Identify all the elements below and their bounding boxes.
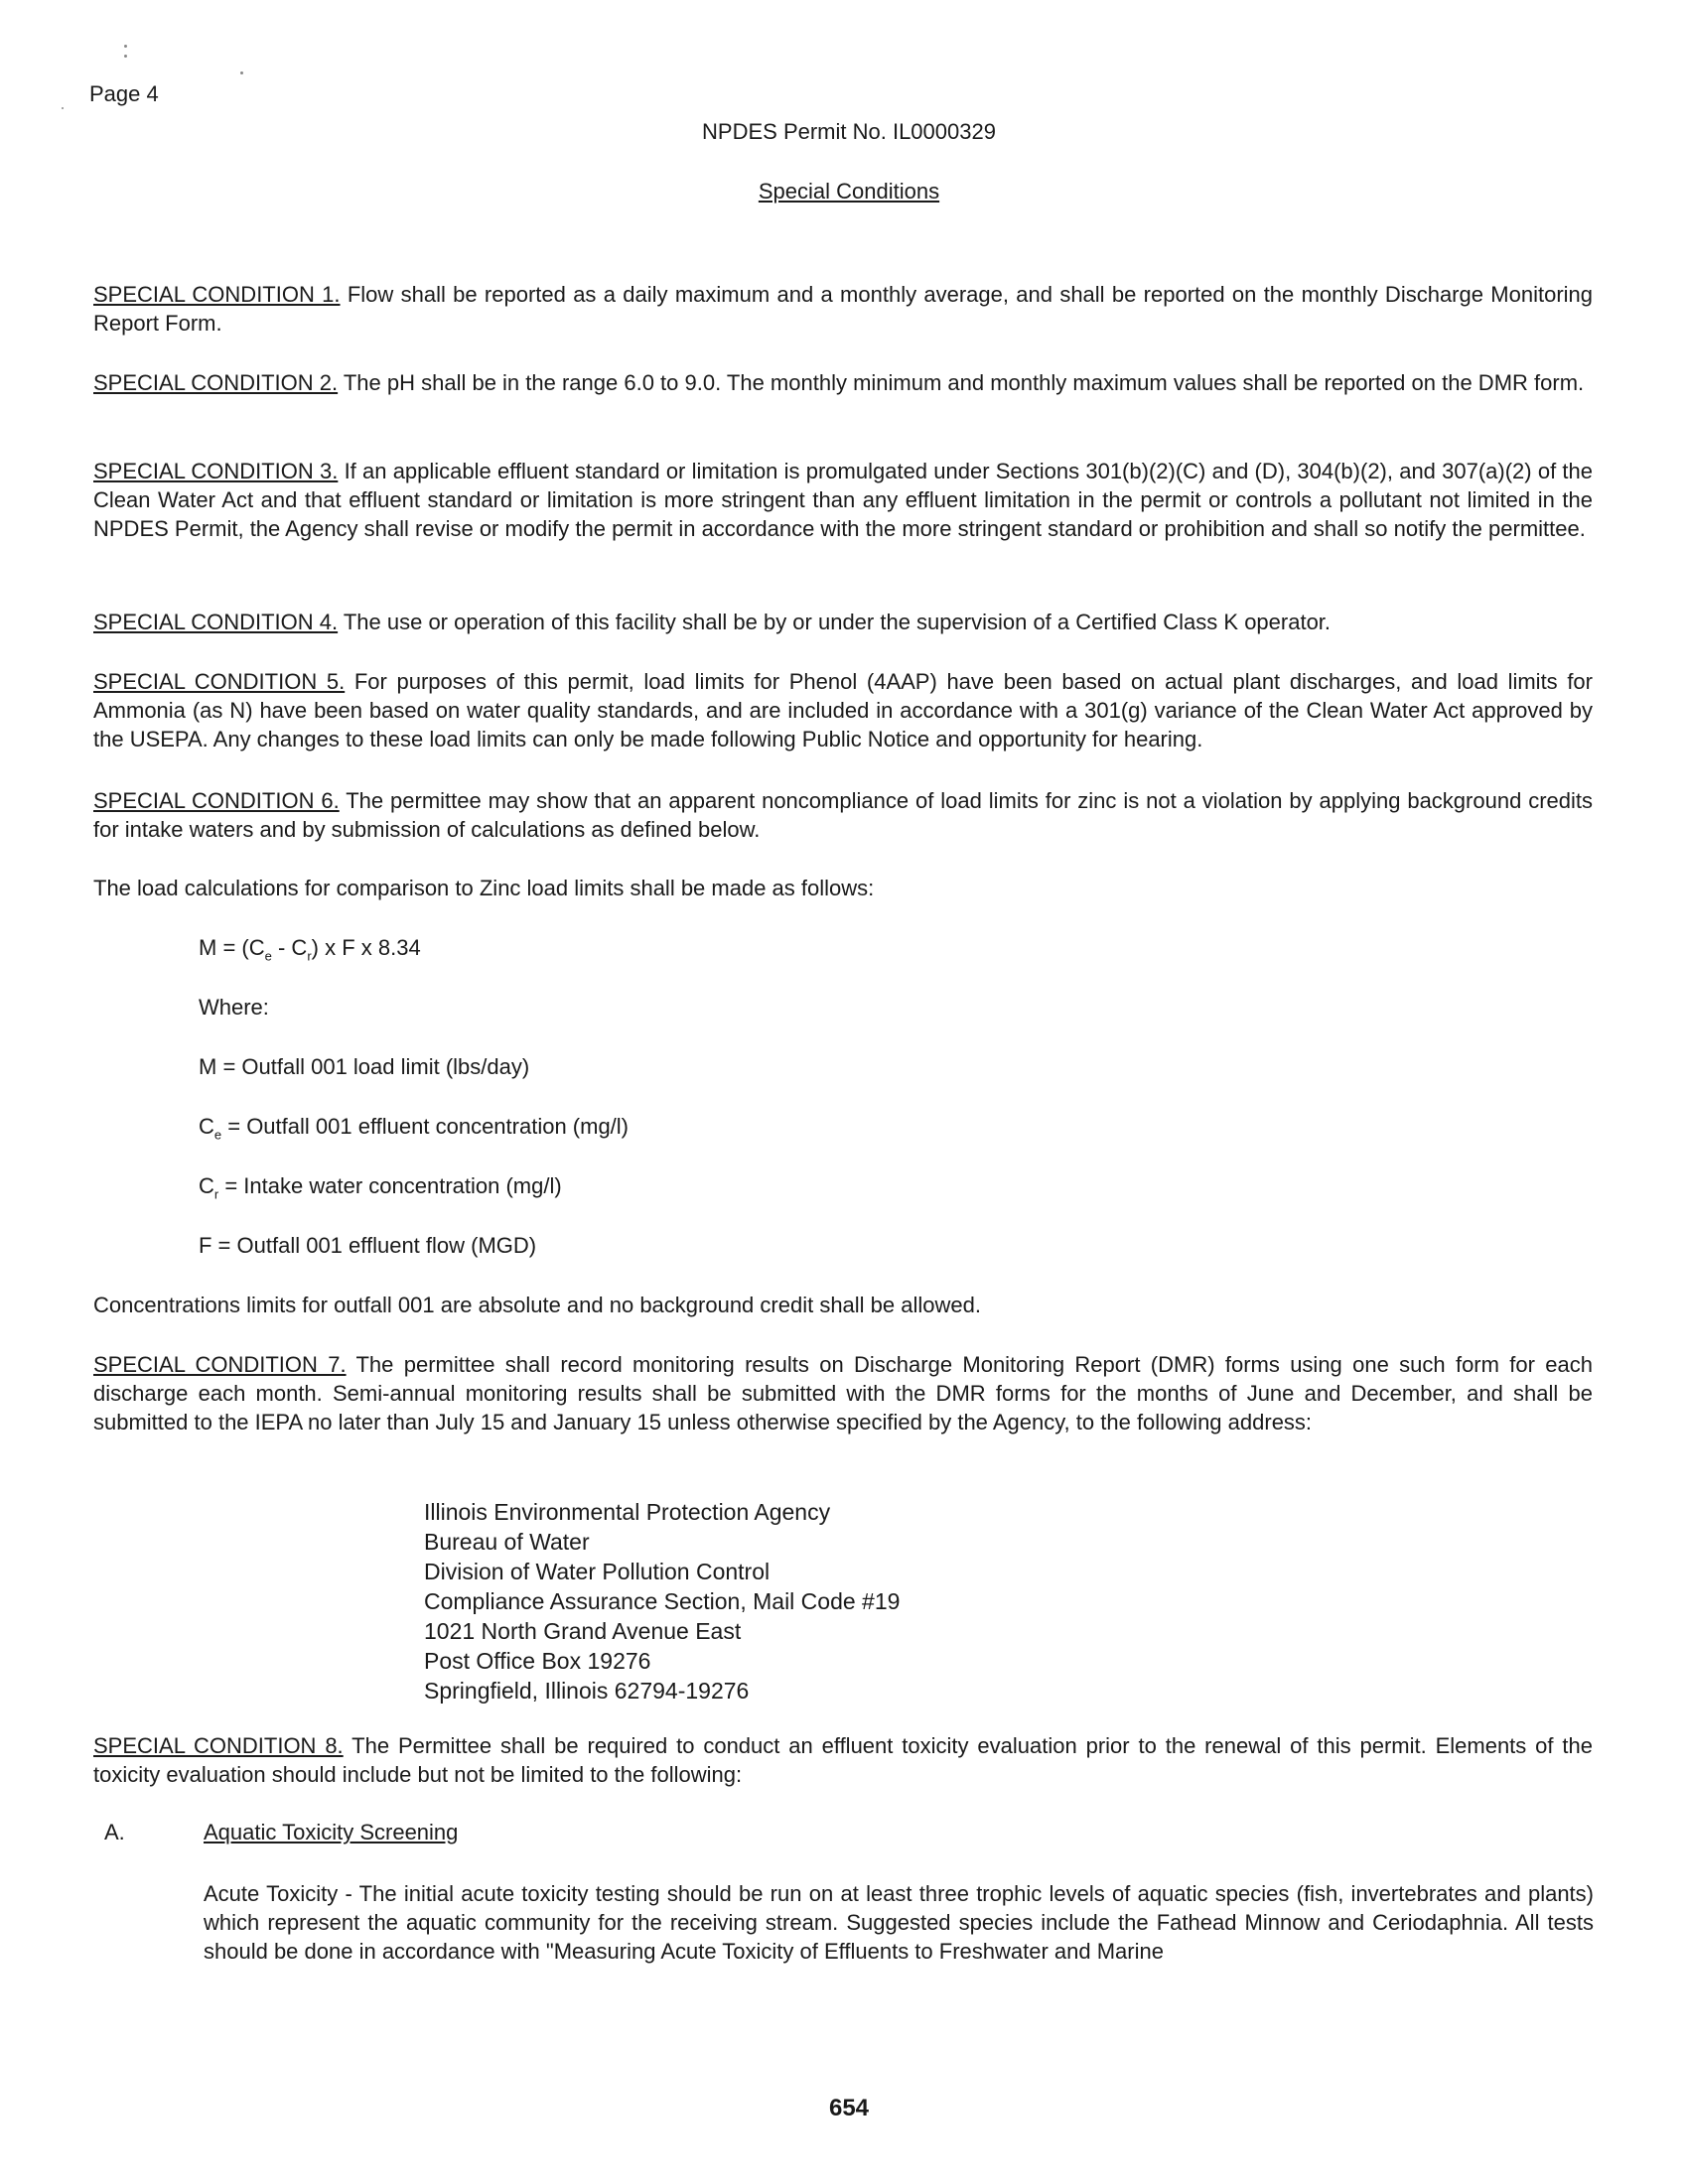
page-label: Page 4 (89, 81, 159, 106)
address-line: Division of Water Pollution Control (424, 1559, 771, 1584)
condition-text: The pH shall be in the range 6.0 to 9.0. The monthly minimum and monthly maximum values shall be reported on the DMR form. (338, 370, 1585, 395)
definition-f: F = Outfall 001 effluent flow (MGD) (199, 1233, 537, 1258)
page-number: 654 (828, 2095, 870, 2121)
address-line: Post Office Box 19276 (424, 1648, 651, 1674)
symbol: C (199, 1173, 214, 1198)
condition-text: Flow shall be reported as a daily maximum and a monthly average, and shall be reported on the monthly Discharge Monitoring Report Form. (93, 282, 1594, 336)
item-title: Aquatic Toxicity Screening (204, 1820, 459, 1844)
definition-cr (199, 1171, 562, 1208)
scan-speck (62, 107, 64, 109)
definition-m: M = Outfall 001 load limit (lbs/day) (199, 1054, 530, 1079)
special-condition-8 (93, 1731, 1593, 1789)
condition-text: The permittee may show that an apparent noncompliance of load limits for zinc is not a violation by applying background credits for intake waters and by submission of calculations as defined below. (93, 788, 1594, 842)
symbol: C (199, 1114, 214, 1139)
definition-text: = Outfall 001 effluent concentration (mg/l) (221, 1114, 630, 1139)
condition-text: The permittee shall record monitoring results on Discharge Monitoring Report (DMR) forms using one such form for each discharge each month. Semi-annual monitoring results shall be submitted with the DMR forms for the months of June and December, and shall be submitted to the IEPA no later than July 15 and January 15 unless otherwise specified by the Agency, to the following address: (93, 1352, 1593, 1434)
special-condition-3 (93, 457, 1593, 543)
special-condition-5 (93, 667, 1593, 753)
definition-text: = Intake water concentration (mg/l) (218, 1173, 562, 1198)
symbol-subscript: r (213, 1186, 219, 1202)
formula-part: M = (C (199, 935, 265, 960)
zinc-closing: Concentrations limits for outfall 001 are absolute and no background credit shall be allowed. (93, 1293, 981, 1317)
address-line: 1021 North Grand Avenue East (424, 1618, 742, 1644)
condition-label: SPECIAL CONDITION 7. (93, 1352, 347, 1377)
mailing-address (424, 1497, 900, 1706)
address-line: Springfield, Illinois 62794-19276 (424, 1678, 750, 1704)
scan-speck (240, 71, 243, 74)
definition-ce (199, 1112, 629, 1149)
permit-number: NPDES Permit No. IL0000329 (702, 119, 996, 144)
condition-label: SPECIAL CONDITION 8. (93, 1733, 344, 1758)
condition-text: The Permittee shall be required to conduct an effluent toxicity evaluation prior to the renewal of this permit. Elements of the toxicity evaluation should include but not be limited to the following: (93, 1733, 1594, 1787)
condition-label: SPECIAL CONDITION 2. (93, 370, 339, 395)
special-condition-7 (93, 1350, 1593, 1436)
zinc-formula (199, 933, 421, 970)
condition-label: SPECIAL CONDITION 5. (93, 669, 346, 694)
address-line: Illinois Environmental Protection Agency (424, 1499, 831, 1525)
formula-part: - C (271, 935, 308, 960)
item-letter: A. (104, 1820, 125, 1844)
formula-part: ) x F x 8.34 (311, 935, 421, 960)
condition-text: If an applicable effluent standard or limitation is promulgated under Sections 301(b)(2)(C) and (D), 304(b)(2), and 307(a)(2) of the Clean Water Act and that effluent standard or limitation is more stringent than any effluent limitation in the permit or controls a pollutant not limited in the NPDES Permit, the Agency shall revise or modify the permit in accordance with the more stringent standard or prohibition and shall so notify the permittee. (93, 459, 1593, 541)
condition-text: The use or operation of this facility shall be by or under the supervision of a Certified Class K operator. (338, 610, 1332, 634)
section-title: Special Conditions (758, 179, 940, 204)
special-condition-4 (93, 608, 1593, 636)
formula-subscript: e (264, 948, 272, 964)
address-line: Bureau of Water (424, 1529, 590, 1555)
item-body: Acute Toxicity - The initial acute toxicity testing should be run on at least three trophic levels of aquatic species (fish, invertebrates and plants) which represent the aquatic community for the receiving stream. Suggested species include the Fathead Minnow and Ceriodaphnia. All tests should be done in accordance with "Measuring Acute Toxicity of Effluents to Freshwater and Marine (204, 1881, 1594, 1964)
condition-label: SPECIAL CONDITION 6. (93, 788, 340, 813)
special-condition-2 (93, 368, 1593, 397)
condition-label: SPECIAL CONDITION 3. (93, 459, 339, 483)
symbol-subscript: e (213, 1127, 222, 1143)
condition-label: SPECIAL CONDITION 1. (93, 282, 341, 307)
zinc-intro: The load calculations for comparison to Zinc load limits shall be made as follows: (93, 876, 875, 900)
condition-text: For purposes of this permit, load limits for Phenol (4AAP) have been based on actual plant discharges, and load limits for Ammonia (as N) have been based on water quality standards, and are included in accordance with a 301(g) variance of the Clean Water Act approved by the USEPA. Any changes to these load limits can only be made following Public Notice and opportunity for hearing. (93, 669, 1593, 751)
formula-subscript: r (307, 948, 312, 964)
scan-speck (124, 55, 127, 58)
condition-label: SPECIAL CONDITION 4. (93, 610, 339, 634)
scan-speck (124, 45, 127, 48)
where-label: Where: (199, 995, 269, 1020)
address-line: Compliance Assurance Section, Mail Code #19 (424, 1588, 901, 1614)
special-condition-1 (93, 280, 1593, 338)
special-condition-6 (93, 786, 1593, 844)
